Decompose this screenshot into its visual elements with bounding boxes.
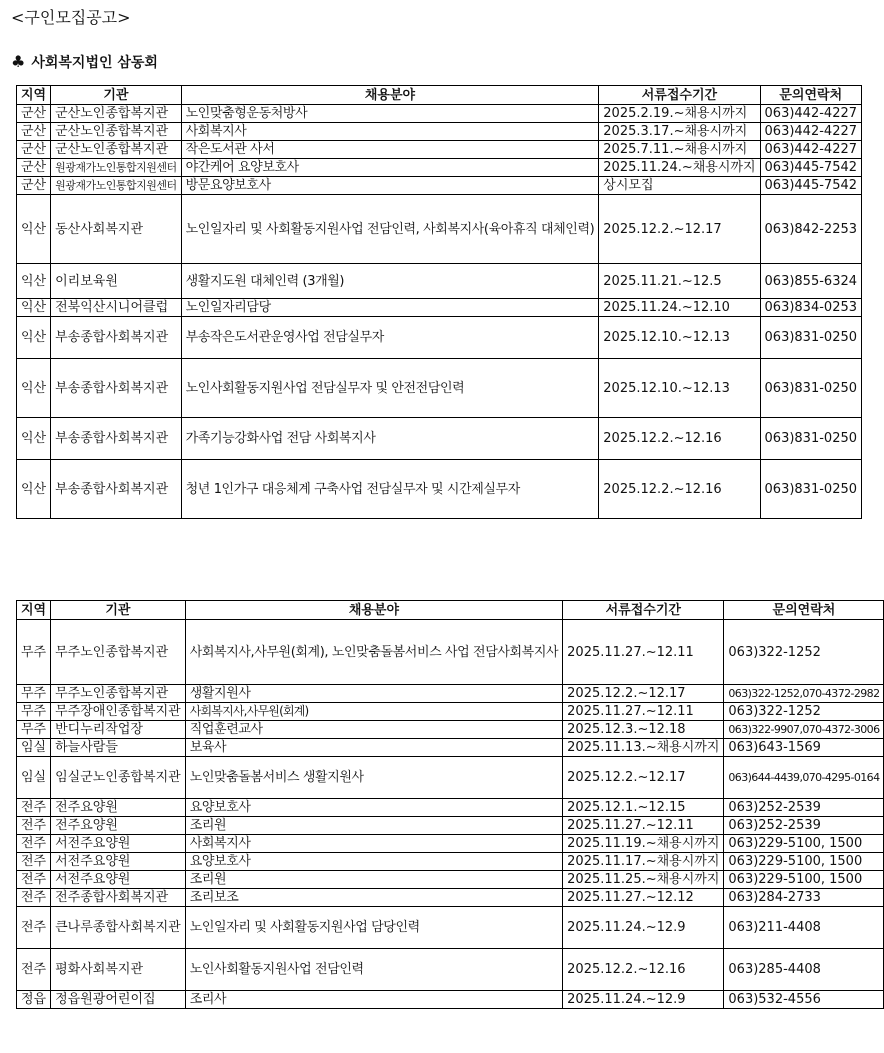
contact-cell: 063)831-0250 bbox=[760, 460, 861, 519]
header-period: 서류접수기간 bbox=[563, 601, 724, 620]
header-contact: 문의연락처 bbox=[760, 86, 861, 105]
header-region: 지역 bbox=[17, 601, 51, 620]
period-cell: 2025.11.17.~채용시까지 bbox=[563, 853, 724, 871]
field-cell: 보육사 bbox=[185, 739, 562, 757]
contact-cell: 063)285-4408 bbox=[724, 949, 884, 991]
field-cell: 직업훈련교사 bbox=[185, 721, 562, 739]
org-cell: 원광재가노인통합지원센터 bbox=[51, 159, 182, 177]
table-row bbox=[17, 907, 884, 949]
period-cell: 2025.11.27.~12.11 bbox=[563, 620, 724, 685]
field-cell: 조리보조 bbox=[185, 889, 562, 907]
page-title: <구인모집공고> bbox=[11, 8, 131, 27]
org-cell: 부송종합사회복지관 bbox=[51, 317, 182, 359]
region-cell: 익산 bbox=[17, 359, 51, 418]
region-cell: 전주 bbox=[17, 871, 51, 889]
job-table-1 bbox=[16, 85, 862, 519]
period-cell: 2025.12.2.~12.17 bbox=[563, 757, 724, 799]
table-row bbox=[17, 620, 884, 685]
region-cell: 임실 bbox=[17, 739, 51, 757]
region-cell: 익산 bbox=[17, 317, 51, 359]
period-cell: 2025.11.24.~12.9 bbox=[563, 907, 724, 949]
period-cell: 상시모집 bbox=[599, 177, 760, 195]
field-cell: 사회복지사,사무원(회계), 노인맞춤돌봄서비스 사업 전담사회복지사 bbox=[185, 620, 562, 685]
org-cell: 군산노인종합복지관 bbox=[51, 123, 182, 141]
region-cell: 익산 bbox=[17, 264, 51, 299]
header-org: 기관 bbox=[51, 86, 182, 105]
contact-cell: 063)442-4227 bbox=[760, 123, 861, 141]
header-period: 서류접수기간 bbox=[599, 86, 760, 105]
period-cell: 2025.3.17.~채용시까지 bbox=[599, 123, 760, 141]
contact-cell: 063)284-2733 bbox=[724, 889, 884, 907]
field-cell: 요양보호사 bbox=[185, 853, 562, 871]
region-cell: 익산 bbox=[17, 418, 51, 460]
period-cell: 2025.11.21.~12.5 bbox=[599, 264, 760, 299]
period-cell: 2025.11.24.~12.10 bbox=[599, 299, 760, 317]
region-cell: 군산 bbox=[17, 123, 51, 141]
org-title-text: 사회복지법인 삼동회 bbox=[31, 55, 158, 71]
org-cell: 하늘사람들 bbox=[51, 739, 186, 757]
region-cell: 임실 bbox=[17, 757, 51, 799]
region-cell: 정읍 bbox=[17, 991, 51, 1009]
contact-cell: 063)442-4227 bbox=[760, 105, 861, 123]
field-cell: 노인일자리 및 사회활동지원사업 담당인력 bbox=[185, 907, 562, 949]
field-cell: 노인맞춤돌봄서비스 생활지원사 bbox=[185, 757, 562, 799]
region-cell: 군산 bbox=[17, 141, 51, 159]
field-cell: 작은도서관 사서 bbox=[181, 141, 599, 159]
region-cell: 전주 bbox=[17, 907, 51, 949]
table-row bbox=[17, 685, 884, 703]
table-row bbox=[17, 889, 884, 907]
period-cell: 2025.2.19.~채용시까지 bbox=[599, 105, 760, 123]
region-cell: 전주 bbox=[17, 949, 51, 991]
period-cell: 2025.11.25.~채용시까지 bbox=[563, 871, 724, 889]
contact-cell: 063)322-1252 bbox=[724, 703, 884, 721]
org-cell: 큰나루종합사회복지관 bbox=[51, 907, 186, 949]
region-cell: 군산 bbox=[17, 177, 51, 195]
table-row bbox=[17, 159, 862, 177]
table-row bbox=[17, 123, 862, 141]
region-cell: 무주 bbox=[17, 620, 51, 685]
region-cell: 전주 bbox=[17, 835, 51, 853]
org-cell: 서전주요양원 bbox=[51, 835, 186, 853]
table-row bbox=[17, 264, 862, 299]
club-icon: ♣ bbox=[11, 52, 26, 71]
period-cell: 2025.11.13.~채용시까지 bbox=[563, 739, 724, 757]
contact-cell: 063)445-7542 bbox=[760, 177, 861, 195]
job-table-2 bbox=[16, 600, 884, 1009]
contact-cell: 063)842-2253 bbox=[760, 195, 861, 264]
contact-cell: 063)831-0250 bbox=[760, 317, 861, 359]
org-cell: 동산사회복지관 bbox=[51, 195, 182, 264]
org-cell: 임실군노인종합복지관 bbox=[51, 757, 186, 799]
org-title bbox=[11, 52, 158, 72]
org-cell: 부송종합사회복지관 bbox=[51, 359, 182, 418]
period-cell: 2025.12.10.~12.13 bbox=[599, 317, 760, 359]
period-cell: 2025.11.27.~12.11 bbox=[563, 703, 724, 721]
contact-cell: 063)229-5100, 1500 bbox=[724, 871, 884, 889]
org-cell: 군산노인종합복지관 bbox=[51, 141, 182, 159]
contact-cell: 063)831-0250 bbox=[760, 418, 861, 460]
field-cell: 요양보호사 bbox=[185, 799, 562, 817]
org-cell: 전주요양원 bbox=[51, 817, 186, 835]
table-row bbox=[17, 799, 884, 817]
header-org: 기관 bbox=[51, 601, 186, 620]
contact-cell: 063)831-0250 bbox=[760, 359, 861, 418]
org-cell: 서전주요양원 bbox=[51, 871, 186, 889]
field-cell: 야간케어 요양보호사 bbox=[181, 159, 599, 177]
table-row bbox=[17, 195, 862, 264]
field-cell: 노인일자리 및 사회활동지원사업 전담인력, 사회복지사(육아휴직 대체인력) bbox=[181, 195, 599, 264]
header-region: 지역 bbox=[17, 86, 51, 105]
table-row bbox=[17, 721, 884, 739]
table-row bbox=[17, 317, 862, 359]
period-cell: 2025.11.27.~12.11 bbox=[563, 817, 724, 835]
period-cell: 2025.11.19.~채용시까지 bbox=[563, 835, 724, 853]
org-cell: 원광재가노인통합지원센터 bbox=[51, 177, 182, 195]
org-cell: 군산노인종합복지관 bbox=[51, 105, 182, 123]
table-row bbox=[17, 299, 862, 317]
field-cell: 사회복지사,사무원(회계) bbox=[185, 703, 562, 721]
table-header-row bbox=[17, 86, 862, 105]
region-cell: 전주 bbox=[17, 817, 51, 835]
field-cell: 사회복지사 bbox=[181, 123, 599, 141]
org-cell: 서전주요양원 bbox=[51, 853, 186, 871]
region-cell: 익산 bbox=[17, 195, 51, 264]
org-cell: 평화사회복지관 bbox=[51, 949, 186, 991]
field-cell: 방문요양보호사 bbox=[181, 177, 599, 195]
org-cell: 무주장애인종합복지관 bbox=[51, 703, 186, 721]
field-cell: 조리원 bbox=[185, 871, 562, 889]
region-cell: 무주 bbox=[17, 685, 51, 703]
table-row bbox=[17, 418, 862, 460]
org-cell: 반디누리작업장 bbox=[51, 721, 186, 739]
org-cell: 전북익산시니어클럽 bbox=[51, 299, 182, 317]
contact-cell: 063)322-1252 bbox=[724, 620, 884, 685]
table-row bbox=[17, 871, 884, 889]
region-cell: 전주 bbox=[17, 799, 51, 817]
org-cell: 이리보육원 bbox=[51, 264, 182, 299]
field-cell: 노인일자리담당 bbox=[181, 299, 599, 317]
header-field: 채용분야 bbox=[181, 86, 599, 105]
field-cell: 노인사회활동지원사업 전담인력 bbox=[185, 949, 562, 991]
period-cell: 2025.11.24.~채용시까지 bbox=[599, 159, 760, 177]
table-row bbox=[17, 141, 862, 159]
contact-cell: 063)532-4556 bbox=[724, 991, 884, 1009]
org-cell: 전주종합사회복지관 bbox=[51, 889, 186, 907]
table-header-row bbox=[17, 601, 884, 620]
org-cell: 전주요양원 bbox=[51, 799, 186, 817]
table-row bbox=[17, 703, 884, 721]
field-cell: 노인맞춤형운동처방사 bbox=[181, 105, 599, 123]
region-cell: 익산 bbox=[17, 460, 51, 519]
period-cell: 2025.11.24.~12.9 bbox=[563, 991, 724, 1009]
table-row bbox=[17, 177, 862, 195]
field-cell: 생활지원사 bbox=[185, 685, 562, 703]
org-cell: 정읍원광어린이집 bbox=[51, 991, 186, 1009]
period-cell: 2025.12.2.~12.16 bbox=[599, 418, 760, 460]
region-cell: 무주 bbox=[17, 703, 51, 721]
contact-cell: 063)643-1569 bbox=[724, 739, 884, 757]
period-cell: 2025.12.1.~12.15 bbox=[563, 799, 724, 817]
period-cell: 2025.12.2.~12.17 bbox=[563, 685, 724, 703]
header-field: 채용분야 bbox=[185, 601, 562, 620]
contact-cell: 063)855-6324 bbox=[760, 264, 861, 299]
table-row bbox=[17, 817, 884, 835]
region-cell: 익산 bbox=[17, 299, 51, 317]
header-contact: 문의연락처 bbox=[724, 601, 884, 620]
region-cell: 전주 bbox=[17, 853, 51, 871]
contact-cell: 063)834-0253 bbox=[760, 299, 861, 317]
field-cell: 청년 1인가구 대응체계 구축사업 전담실무자 및 시간제실무자 bbox=[181, 460, 599, 519]
period-cell: 2025.12.2.~12.16 bbox=[599, 460, 760, 519]
org-cell: 무주노인종합복지관 bbox=[51, 620, 186, 685]
region-cell: 군산 bbox=[17, 159, 51, 177]
contact-cell: 063)229-5100, 1500 bbox=[724, 835, 884, 853]
table-row bbox=[17, 105, 862, 123]
table-row bbox=[17, 949, 884, 991]
table-row bbox=[17, 853, 884, 871]
contact-cell: 063)644-4439,070-4295-0164 bbox=[724, 757, 884, 799]
table-row bbox=[17, 359, 862, 418]
contact-cell: 063)322-1252,070-4372-2982 bbox=[724, 685, 884, 703]
field-cell: 사회복지사 bbox=[185, 835, 562, 853]
org-cell: 부송종합사회복지관 bbox=[51, 418, 182, 460]
region-cell: 전주 bbox=[17, 889, 51, 907]
region-cell: 무주 bbox=[17, 721, 51, 739]
table-row bbox=[17, 757, 884, 799]
period-cell: 2025.12.2.~12.16 bbox=[563, 949, 724, 991]
table-row bbox=[17, 991, 884, 1009]
field-cell: 조리원 bbox=[185, 817, 562, 835]
table-row bbox=[17, 835, 884, 853]
field-cell: 부송작은도서관운영사업 전담실무자 bbox=[181, 317, 599, 359]
contact-cell: 063)322-9907,070-4372-3006 bbox=[724, 721, 884, 739]
table-row bbox=[17, 739, 884, 757]
period-cell: 2025.11.27.~12.12 bbox=[563, 889, 724, 907]
org-cell: 부송종합사회복지관 bbox=[51, 460, 182, 519]
contact-cell: 063)211-4408 bbox=[724, 907, 884, 949]
period-cell: 2025.7.11.~채용시까지 bbox=[599, 141, 760, 159]
period-cell: 2025.12.10.~12.13 bbox=[599, 359, 760, 418]
period-cell: 2025.12.2.~12.17 bbox=[599, 195, 760, 264]
field-cell: 가족기능강화사업 전담 사회복지사 bbox=[181, 418, 599, 460]
period-cell: 2025.12.3.~12.18 bbox=[563, 721, 724, 739]
contact-cell: 063)442-4227 bbox=[760, 141, 861, 159]
field-cell: 노인사회활동지원사업 전담실무자 및 안전전담인력 bbox=[181, 359, 599, 418]
table-row bbox=[17, 460, 862, 519]
org-cell: 무주노인종합복지관 bbox=[51, 685, 186, 703]
contact-cell: 063)445-7542 bbox=[760, 159, 861, 177]
field-cell: 생활지도원 대체인력 (3개월) bbox=[181, 264, 599, 299]
contact-cell: 063)252-2539 bbox=[724, 799, 884, 817]
contact-cell: 063)252-2539 bbox=[724, 817, 884, 835]
region-cell: 군산 bbox=[17, 105, 51, 123]
field-cell: 조리사 bbox=[185, 991, 562, 1009]
contact-cell: 063)229-5100, 1500 bbox=[724, 853, 884, 871]
